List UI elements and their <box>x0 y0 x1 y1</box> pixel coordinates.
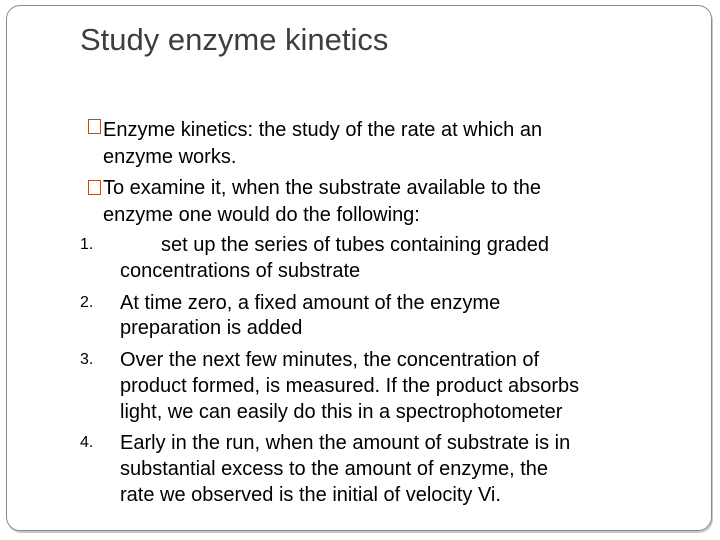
list-item-line: At time zero, a fixed amount of the enzyme <box>120 292 501 314</box>
list-number: 4. <box>80 434 94 451</box>
bullet-text-line: To examine it, when the substrate available to the <box>103 177 542 199</box>
square-bullet-icon <box>88 180 101 195</box>
bullet-text-line: enzyme works. <box>103 146 237 168</box>
square-bullet-icon <box>88 119 101 134</box>
list-item-line: light, we can easily do this in a spectrophotometer <box>120 401 563 423</box>
list-item-line: substantial excess to the amount of enzyme, the <box>120 458 549 480</box>
list-item-line: concentrations of substrate <box>120 260 361 282</box>
list-item-line: preparation is added <box>120 317 303 339</box>
bullet-text-line: enzyme one would do the following: <box>103 204 420 226</box>
bullet-text-line: Enzyme kinetics: the study of the rate at which an <box>103 119 543 141</box>
list-item-line: set up the series of tubes containing graded <box>161 234 550 256</box>
slide-title: Study enzyme kinetics <box>80 22 389 57</box>
list-number: 2. <box>80 294 94 311</box>
list-item-line: Early in the run, when the amount of substrate is in <box>120 432 571 454</box>
list-number: 3. <box>80 351 94 368</box>
list-item-line: product formed, is measured. If the product absorbs <box>120 375 580 397</box>
list-number: 1. <box>80 236 94 253</box>
list-item-line: Over the next few minutes, the concentration of <box>120 349 540 371</box>
list-item-line: rate we observed is the initial of velocity Vi. <box>120 484 501 506</box>
